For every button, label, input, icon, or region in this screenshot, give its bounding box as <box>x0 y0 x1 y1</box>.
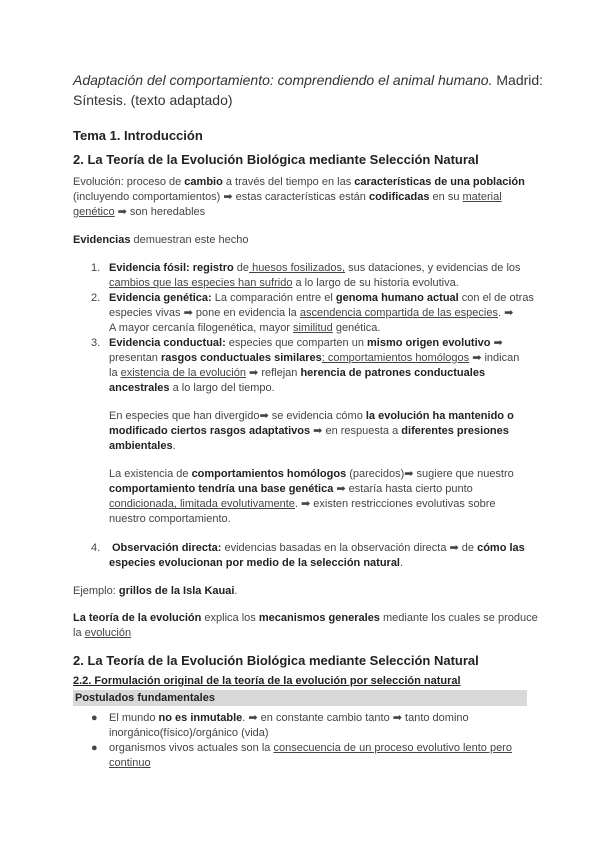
teoria-line-2: la evolución <box>73 627 132 639</box>
item-2-line-3: A mayor cercanía filogenética, mayor similitud genética. <box>109 322 381 334</box>
item-3-line-2: presentan rasgos conductuales similares: comportamientos homólogos ➡ indican <box>109 352 520 364</box>
bullet-2-line-1: organismos vivos actuales son la consecuencia de un proceso evolutivo lento pero <box>109 742 512 754</box>
item-3-para-1-line-3: ambientales. <box>109 440 176 452</box>
tema-heading: Tema 1. Introducción <box>73 128 203 143</box>
bullet-1-line-1: El mundo no es inmutable. ➡ en constante cambio tanto ➡ tanto domino <box>109 712 469 724</box>
item-3-para-1-line-2: modificado ciertos rasgos adaptativos ➡ en respuesta a diferentes presiones <box>109 425 509 437</box>
item-3-para-2-line-1: La existencia de comportamientos homólogos (parecidos)➡ sugiere que nuestro <box>109 468 514 480</box>
reference-line-2: Síntesis. (texto adaptado) <box>73 92 233 108</box>
item-3-para-2-line-4: nuestro comportamiento. <box>109 513 231 525</box>
bullet-1-line-2: inorgánico(físico)/orgánico (vida) <box>109 727 269 739</box>
section-heading-2: 2. La Teoría de la Evolución Biológica mediante Selección Natural <box>73 653 479 668</box>
postulados-heading: Postulados fundamentales <box>75 692 215 704</box>
list-number-1: 1. <box>91 262 101 274</box>
item-1-line-1: Evidencia fósil: registro de huesos fosilizados, sus dataciones, y evidencias de los <box>109 262 521 274</box>
evidencias-line: Evidencias demuestran este hecho <box>73 234 249 246</box>
item-1-line-2: cambios que las especies han sufrido a lo largo de su historia evolutiva. <box>109 277 459 289</box>
subsection-heading: 2.2. Formulación original de la teoría de la evolución por selección natural <box>73 675 461 687</box>
teoria-line-1: La teoría de la evolución explica los mecanismos generales mediante los cuales se produce <box>73 612 538 624</box>
item-3-para-2-line-3: condicionada, limitada evolutivamente. ➡ existen restricciones evolutivas sobre <box>109 498 496 510</box>
item-3-line-3: la existencia de la evolución ➡ reflejan herencia de patrones conductuales <box>109 367 486 379</box>
definition-line-3: genético ➡ son heredables <box>73 206 206 218</box>
section-heading: 2. La Teoría de la Evolución Biológica mediante Selección Natural <box>73 152 479 167</box>
item-3-line-1: Evidencia conductual: especies que comparten un mismo origen evolutivo ➡ <box>109 337 503 349</box>
bullet-2-line-2: continuo <box>109 757 151 769</box>
list-number-2: 2. <box>91 292 101 304</box>
item-4-line-1: Observación directa: evidencias basadas en la observación directa ➡ de cómo las <box>112 542 525 554</box>
reference-line-1: Adaptación del comportamiento: comprendiendo el animal humano. Madrid: <box>73 72 544 88</box>
item-2-line-1: Evidencia genética: La comparación entre el genoma humano actual con el de otras <box>109 292 534 304</box>
list-number-3: 3. <box>91 337 101 349</box>
item-3-para-1-line-1: En especies que han divergido➡ se evidencia cómo la evolución ha mantenido o <box>109 410 514 422</box>
ejemplo-line: Ejemplo: grillos de la Isla Kauai. <box>73 585 238 597</box>
definition-line-2: (incluyendo comportamientos) ➡ estas características están codificadas en su material <box>73 191 502 203</box>
item-2-line-2: especies vivas ➡ pone en evidencia la ascendencia compartida de las especies. ➡ <box>109 307 514 319</box>
item-4-line-2: especies evolucionan por medio de la selección natural. <box>109 557 404 569</box>
postulados-heading-bar <box>73 690 527 706</box>
list-number-4: 4. <box>91 542 101 554</box>
bullet-dot: ● <box>91 712 98 724</box>
item-3-line-4: ancestrales a lo largo del tiempo. <box>109 382 275 394</box>
bullet-dot: ● <box>91 742 98 754</box>
definition-line-1: Evolución: proceso de cambio a través del tiempo en las características de una población <box>73 176 525 188</box>
item-3-para-2-line-2: comportamiento tendría una base genética ➡ estaría hasta cierto punto <box>109 483 473 495</box>
